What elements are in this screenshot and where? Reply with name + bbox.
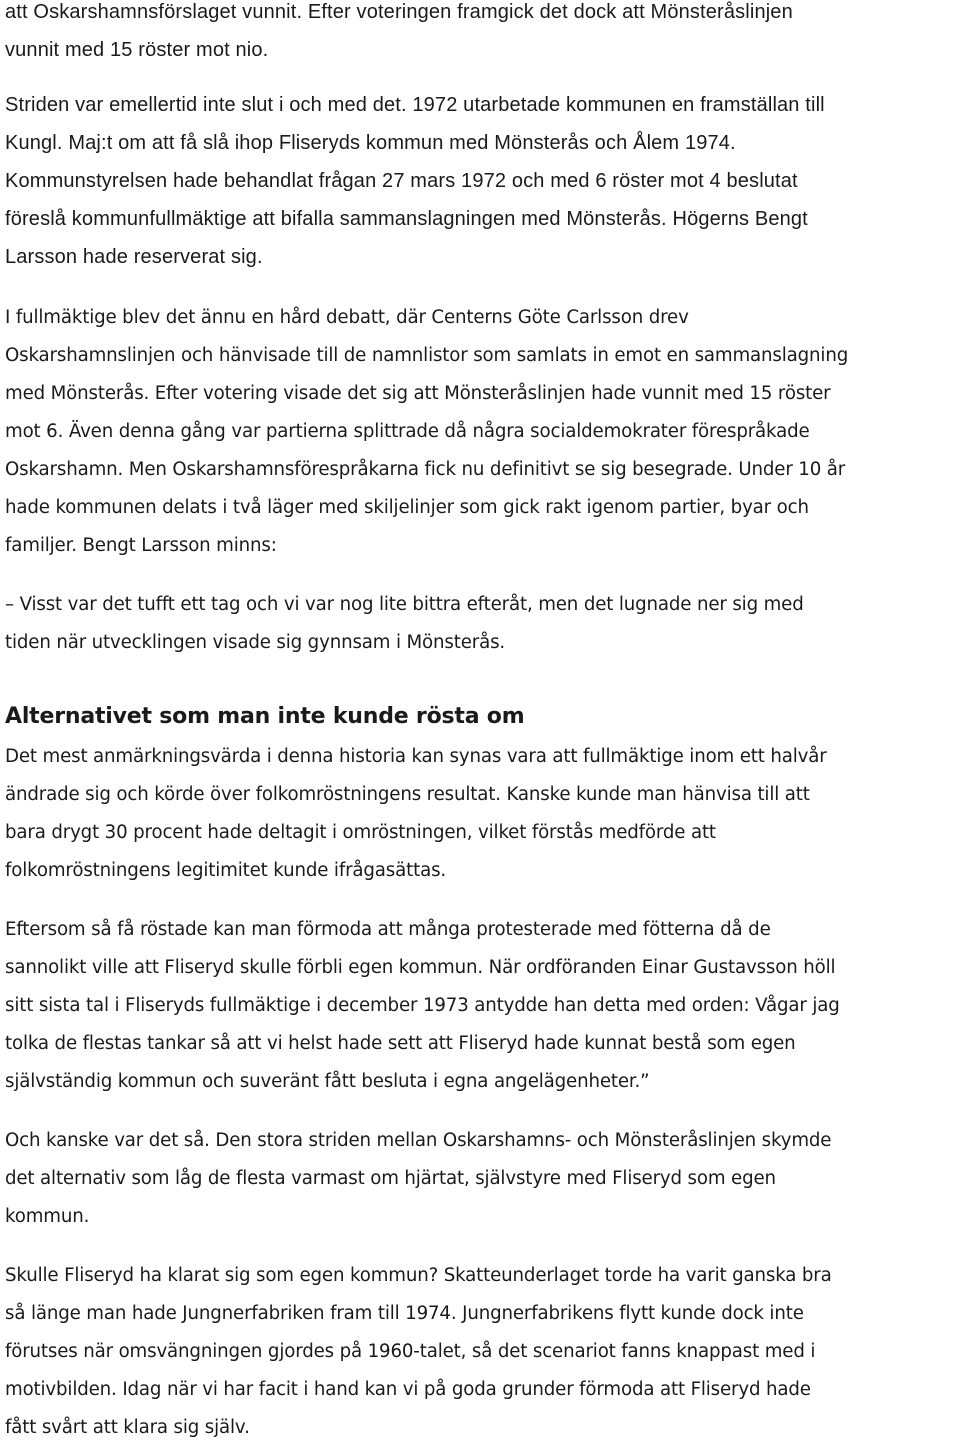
section-heading: Alternativet som man inte kunde rösta om bbox=[5, 704, 525, 729]
text-line: Oskarshamnslinjen och hänvisade till de namnlistor som samlats in emot en sammanslagning bbox=[5, 345, 849, 366]
text-line: självständig kommun och suveränt fått besluta i egna angelägenheter.” bbox=[5, 1071, 650, 1092]
text-line: Oskarshamn. Men Oskarshamnsförespråkarna fick nu definitivt se sig besegrade. Under 10 år bbox=[5, 459, 846, 480]
text-line: ändrade sig och körde över folkomröstningens resultat. Kanske kunde man hänvisa till att bbox=[5, 784, 810, 805]
text-line: mot 6. Även denna gång var partierna splittrade då några socialdemokrater förespråkade bbox=[5, 421, 810, 442]
text-line: föreslå kommunfullmäktige att bifalla sammanslagningen med Mönsterås. Högerns Bengt bbox=[5, 208, 808, 230]
paragraph-council-debate bbox=[5, 299, 955, 565]
text-line: tiden när utvecklingen visade sig gynnsam i Mönsterås. bbox=[5, 632, 506, 653]
text-line: Striden var emellertid inte slut i och med det. 1972 utarbetade kommunen en framställan till bbox=[5, 94, 825, 116]
text-line: Kungl. Maj:t om att få slå ihop Fliseryds kommun med Mönsterås och Ålem 1974. bbox=[5, 132, 736, 154]
text-line: hade kommunen delats i två läger med skiljelinjer som gick rakt igenom partier, byar och bbox=[5, 497, 809, 518]
text-line: Kommunstyrelsen hade behandlat frågan 27 mars 1972 och med 6 röster mot 4 beslutat bbox=[5, 170, 798, 192]
paragraph-alternative bbox=[5, 1122, 955, 1236]
text-line: det alternativ som låg de flesta varmast om hjärtat, självstyre med Fliseryd som egen bbox=[5, 1168, 776, 1189]
paragraph-protest bbox=[5, 911, 955, 1101]
text-line: kommun. bbox=[5, 1206, 90, 1227]
text-line: I fullmäktige blev det ännu en hård debatt, där Centerns Göte Carlsson drev bbox=[5, 307, 689, 328]
text-line: Skulle Fliseryd ha klarat sig som egen kommun? Skatteunderlaget torde ha varit ganska bra bbox=[5, 1265, 832, 1286]
text-line: motivbilden. Idag när vi har facit i hand kan vi på goda grunder förmoda att Fliseryd hade bbox=[5, 1379, 811, 1400]
text-line: – Visst var det tufft ett tag och vi var nog lite bittra efteråt, men det lugnade ner sig med bbox=[5, 594, 804, 615]
text-line: med Mönsterås. Efter votering visade det sig att Mönsteråslinjen hade vunnit med 15 röster bbox=[5, 383, 831, 404]
text-line: Och kanske var det så. Den stora striden mellan Oskarshamns- och Mönsteråslinjen skymde bbox=[5, 1130, 832, 1151]
text-line: fått svårt att klara sig själv. bbox=[5, 1417, 250, 1438]
text-line: familjer. Bengt Larsson minns: bbox=[5, 535, 277, 556]
text-line: bara drygt 30 procent hade deltagit i omröstningen, vilket förstås medförde att bbox=[5, 822, 716, 843]
text-line: tolka de flestas tankar så att vi helst hade sett att Fliseryd hade kunnat bestå som egen bbox=[5, 1033, 796, 1054]
text-line: vunnit med 15 röster mot nio. bbox=[5, 39, 269, 61]
text-line: så länge man hade Jungnerfabriken fram till 1974. Jungnerfabrikens flytt kunde dock inte bbox=[5, 1303, 804, 1324]
text-line: Det mest anmärkningsvärda i denna historia kan synas vara att fullmäktige inom ett halvår bbox=[5, 746, 827, 767]
paragraph-referendum-result bbox=[5, 738, 955, 890]
text-line: Larsson hade reserverat sig. bbox=[5, 246, 263, 268]
text-line: sannolikt ville att Fliseryd skulle förbli egen kommun. När ordföranden Einar Gustavsson höll bbox=[5, 957, 836, 978]
text-line: förutses när omsvängningen gjordes på 1960-talet, så det scenariot fanns knappast med i bbox=[5, 1341, 816, 1362]
quote-bengt-larsson bbox=[5, 586, 955, 662]
text-line: Eftersom så få röstade kan man förmoda att många protesterade med fötterna då de bbox=[5, 919, 771, 940]
text-line: sitt sista tal i Fliseryds fullmäktige i december 1973 antydde han detta med orden: Vågar jag bbox=[5, 995, 840, 1016]
paragraph-continuation bbox=[5, 0, 955, 69]
paragraph-municipal-merger bbox=[5, 86, 955, 276]
text-line: att Oskarshamnsförslaget vunnit. Efter voteringen framgick det dock att Mönsteråslinjen bbox=[5, 1, 793, 23]
paragraph-own-municipality bbox=[5, 1257, 955, 1447]
text-line: folkomröstningens legitimitet kunde ifrågasättas. bbox=[5, 860, 447, 881]
